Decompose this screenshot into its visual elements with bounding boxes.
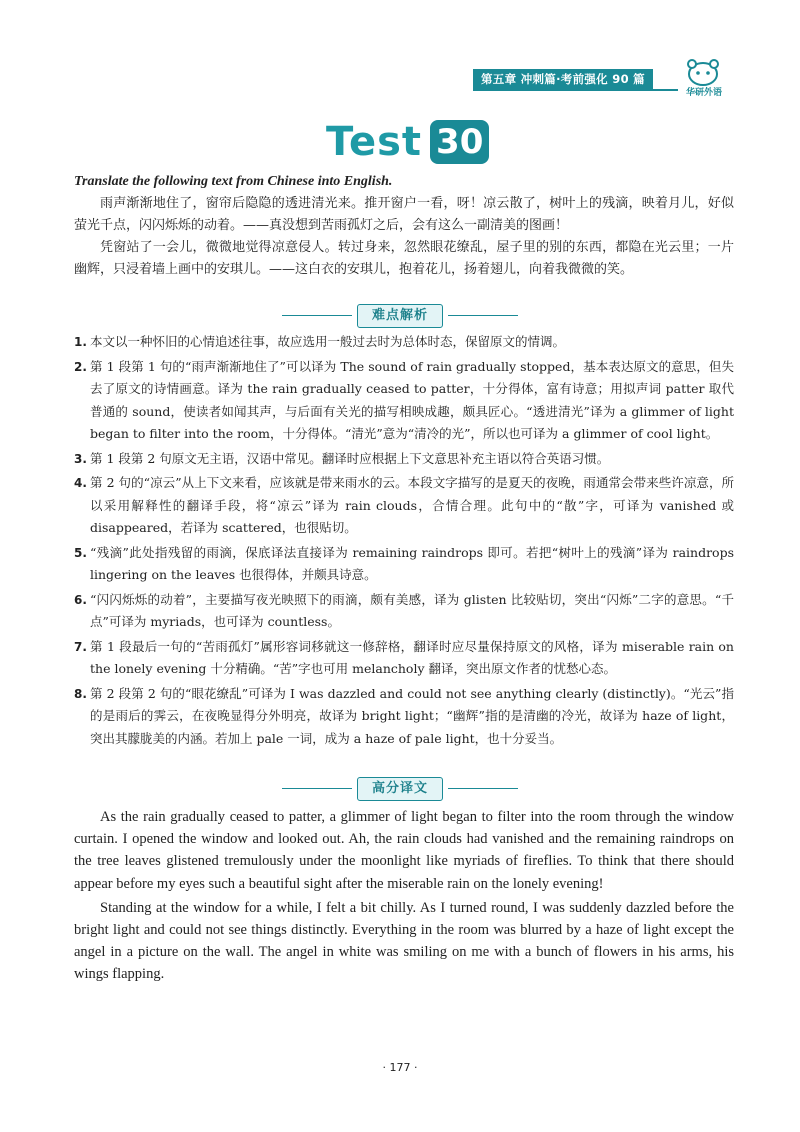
- task-instruction: Translate the following text from Chinese into English.: [74, 174, 393, 189]
- list-item: 3. 第 1 段第 2 句原文无主语，汉语中常见。翻译时应根据上下文意思补充主语以符合英语习惯。: [74, 450, 610, 466]
- section-heading-notes: 难点解析: [357, 304, 443, 328]
- section-heading-translation: 高分译文: [357, 777, 443, 801]
- notes-list: [74, 331, 734, 752]
- translation-paragraph: As the rain gradually ceased to patter, a glimmer of light began to filter into the room through the window curtain. I opened the window and looked out. Ah, the rain clouds had vanished and the remaining raindrops on the tree leaves glistened tremulously under the moonlight like myriads of fireflies. To think that there should appear before my eyes such a beautiful sight after the miserable rain on the lonely evening!: [74, 809, 734, 892]
- source-paragraph: 凭窗站了一会儿，微微地觉得凉意侵人。转过身来，忽然眼花缭乱，屋子里的别的东西，都隐在光云里；一片幽辉，只浸着墙上画中的安琪儿。——这白衣的安琪儿，抱着花儿，扬着翅儿，向着我微微的笑。: [74, 240, 734, 277]
- translation-text: [74, 806, 734, 988]
- list-item: 2. 第 1 段第 1 句的“雨声渐渐地住了”可以译为 The sound of rain gradually stopped，基本表达原文的意思，但失去了原文的诗情画意。译为 the rain gradually ceased to patter，十分得体，富有诗意；用拟声词 patter 取代普通的 sound，使读者如闻其声，与后面有关光的描写相映成趣，颇具匠心。“透进清光”译为 a glimmer of light began to filter into the room，十分得体。“清光”意为“清冷的光”，所以也可译为 a glimmer of cool light。: [74, 358, 734, 441]
- list-item: 4. 第 2 句的“凉云”从上下文来看，应该就是带来雨水的云。本段文字描写的是夏天的夜晚，雨通常会带来些许凉意，所以采用解释性的翻译手段，将“凉云”译为 rain clouds，合情合理。此句中的“散”字，可译为 vanished 或 disappeared，若译为 scattered，也很贴切。: [74, 475, 734, 535]
- translation-paragraph: Standing at the window for a while, I felt a bit chilly. As I turned round, I was suddenly dazzled before the bright light and could not see things distinctly. Everything in the room was blurred by a haze of light except the angel in a picture on the wall. The angel in white was smiling on me with a bunch of flowers in his arms, his wings flapping.: [74, 899, 734, 983]
- header-rule: [473, 89, 678, 91]
- chapter-header: 第五章 冲刺篇·考前强化 90 篇: [473, 69, 653, 89]
- list-item: 5. “残滴”此处指残留的雨滴，保底译法直接译为 remaining raindrops 即可。若把“树叶上的残滴”译为 raindrops lingering on the leaves 也很得体，并颇具诗意。: [74, 544, 734, 582]
- list-item: 6. “闪闪烁烁的动着”，主要描写夜光映照下的雨滴，颇有美感，译为 glisten 比较贴切，突出“闪烁”二字的意思。“千点”可译为 myriads，也可译为 countless。: [74, 591, 734, 629]
- list-item: 8. 第 2 段第 2 句的“眼花缭乱”可译为 I was dazzled and could not see anything clearly (distinctly)。“光云”指的是雨后的霁云，在夜晚显得分外明亮，故译为 bright light；“幽辉”指的是清幽的冷光，故译为 haze of light，突出其朦胧美的内涵。若加上 pale 一词，成为 a haze of pale light，也十分妥当。: [74, 685, 734, 746]
- list-item: 7. 第 1 段最后一句的“苦雨孤灯”属形容词移就这一修辞格，翻译时应尽量保持原文的风格，译为 miserable rain on the lonely evening 十分精确。“苦”字也可用 melancholy 翻译，突出原文作者的忧愁心态。: [74, 638, 734, 676]
- title-number: 30: [430, 120, 489, 164]
- page-title: [326, 120, 489, 164]
- title-word: Test: [326, 119, 423, 165]
- source-paragraph: 雨声渐渐地住了，窗帘后隐隐的透进清光来。推开窗户一看，呀！凉云散了，树叶上的残滴，映着月儿，好似萤光千点，闪闪烁烁的动着。——真没想到苦雨孤灯之后，会有这么一副清美的图画！: [74, 196, 734, 233]
- page-number: · 177 ·: [382, 1061, 418, 1074]
- list-item: 1. 本文以一种怀旧的心情追述往事，故应选用一般过去时为总体时态，保留原文的情调。: [74, 334, 566, 349]
- source-text: [74, 193, 734, 281]
- brand-name: 华研外语: [685, 88, 722, 98]
